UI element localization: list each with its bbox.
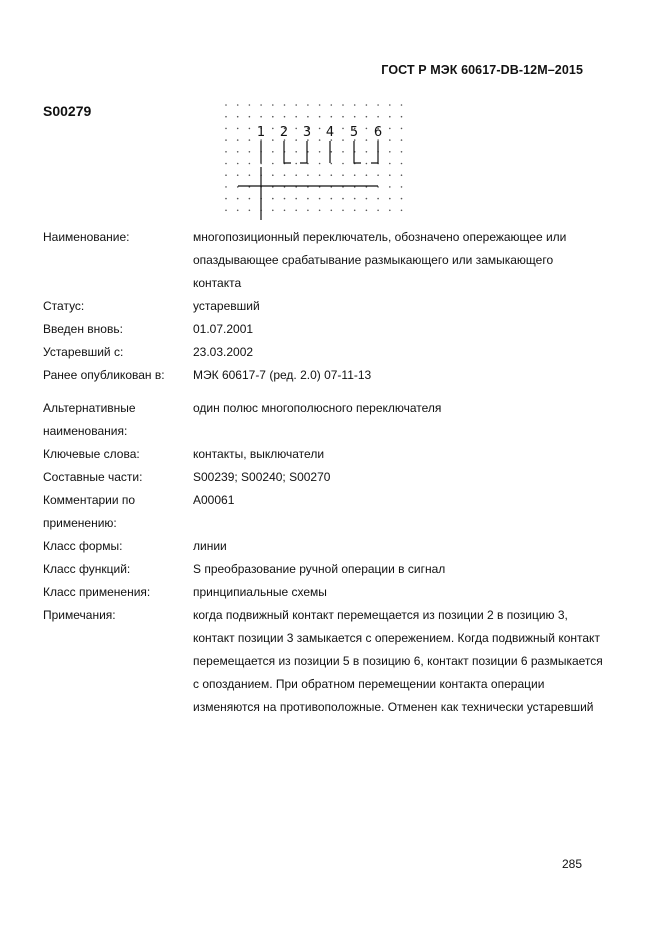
grid-dot: [319, 163, 321, 165]
grid-dot: [237, 128, 239, 130]
grid-dot: [366, 174, 368, 176]
grid-dot: [272, 163, 274, 165]
grid-dot: [342, 128, 344, 130]
field-row-application-class: [43, 581, 603, 604]
switch-symbol-svg: [220, 100, 410, 225]
grid-dot: [389, 139, 391, 141]
contact-6: [371, 141, 378, 163]
grid-dot: [225, 174, 227, 176]
grid-dot: [389, 174, 391, 176]
grid-dot: [366, 104, 368, 106]
grid-dot: [295, 128, 297, 130]
field-label: Устаревший с:: [43, 345, 124, 359]
grid-dot: [401, 151, 403, 153]
field-row-function-class: [43, 558, 603, 581]
grid-dot: [319, 151, 321, 153]
field-label: Составные части:: [43, 470, 143, 484]
contact-lines: [238, 141, 378, 220]
grid-dot: [342, 139, 344, 141]
field-row-obsolete-since: [43, 341, 603, 364]
position-label-4: 4: [325, 125, 335, 140]
grid-dot: [249, 128, 251, 130]
grid-dot: [260, 104, 262, 106]
grid-dot: [237, 151, 239, 153]
grid-dot: [319, 104, 321, 106]
field-label: Комментарии по применению:: [43, 493, 136, 530]
grid-dot: [225, 151, 227, 153]
field-value: когда подвижный контакт перемещается из позиции 2 в позицию 3, контакт позиции 3 замыкается с опережением. Когда подвижный контакт перемещается из позиции 5 в позицию 6, контакт позиции 6 размыкается с опозданием. При обратном перемещении контакта операции изменяются на противоположные. Отменен как технически устаревший: [193, 608, 603, 714]
grid-dot: [307, 210, 309, 212]
field-row-previously-published: [43, 364, 603, 387]
grid-dot: [401, 210, 403, 212]
grid-dot: [354, 210, 356, 212]
grid-dot: [284, 174, 286, 176]
grid-dot: [366, 198, 368, 200]
field-label: Примечания:: [43, 608, 116, 622]
grid-dot: [331, 104, 333, 106]
grid-dot: [272, 198, 274, 200]
field-value: МЭК 60617-7 (ред. 2.0) 07-11-13: [193, 368, 372, 382]
page-number: 285: [562, 857, 583, 871]
field-list: [43, 226, 603, 719]
grid-dot: [342, 104, 344, 106]
field-value: один полюс многополюсного переключателя: [193, 401, 442, 415]
grid-dot: [272, 151, 274, 153]
grid-dot: [237, 163, 239, 165]
grid-dot: [319, 198, 321, 200]
field-row-application-notes: [43, 489, 603, 535]
grid-dot: [249, 163, 251, 165]
grid-dot: [249, 174, 251, 176]
grid-dot: [389, 116, 391, 118]
grid-dot: [249, 104, 251, 106]
field-value: многопозиционный переключатель, обозначено опережающее или опаздывающее срабатывание размыкающего или замыкающего контакта: [193, 230, 567, 290]
field-label: Ключевые слова:: [43, 447, 140, 461]
field-row-notes: [43, 604, 603, 719]
grid-dot: [319, 116, 321, 118]
position-label-3: 3: [302, 125, 312, 140]
grid-dot: [260, 116, 262, 118]
grid-dot: [272, 104, 274, 106]
grid-dot: [237, 139, 239, 141]
grid-dot: [366, 210, 368, 212]
grid-dot: [342, 163, 344, 165]
grid-dot: [331, 116, 333, 118]
field-label: Класс применения:: [43, 585, 151, 599]
grid-dot: [237, 174, 239, 176]
grid-dot: [377, 198, 379, 200]
grid-dot: [389, 198, 391, 200]
grid-dot: [272, 116, 274, 118]
field-row-components: [43, 466, 603, 489]
grid-dot: [401, 104, 403, 106]
grid-dot: [401, 186, 403, 188]
grid-dot: [377, 174, 379, 176]
grid-dot: [401, 139, 403, 141]
grid-dot: [272, 128, 274, 130]
grid-dot: [389, 210, 391, 212]
grid-dot: [272, 210, 274, 212]
grid-dot: [225, 210, 227, 212]
grid-dot: [319, 139, 321, 141]
field-row-keywords: [43, 443, 603, 466]
grid-dot: [284, 116, 286, 118]
field-row-shape-class: [43, 535, 603, 558]
grid-dot: [249, 139, 251, 141]
field-label: Наименование:: [43, 230, 130, 244]
grid-dot: [331, 210, 333, 212]
grid-dot: [284, 210, 286, 212]
field-row-status: [43, 295, 603, 318]
grid-dot: [331, 163, 333, 165]
grid-dot: [295, 174, 297, 176]
grid-dot: [225, 163, 227, 165]
grid-dot: [331, 174, 333, 176]
field-value: контакты, выключатели: [193, 447, 325, 461]
grid-dot: [377, 104, 379, 106]
position-labels: [257, 125, 382, 140]
grid-dot: [237, 210, 239, 212]
grid-dot: [331, 198, 333, 200]
grid-dot: [401, 163, 403, 165]
symbol-diagram: [220, 100, 410, 225]
grid-dot: [295, 163, 297, 165]
grid-dot: [237, 104, 239, 106]
grid-dot: [295, 210, 297, 212]
field-label: Ранее опубликован в:: [43, 368, 165, 382]
grid-dot: [401, 128, 403, 130]
grid-dot: [389, 151, 391, 153]
symbol-code: S00279: [43, 103, 92, 119]
field-value: устаревший: [193, 299, 260, 313]
contact-3: [300, 141, 307, 163]
grid-dot: [249, 198, 251, 200]
grid-dot: [389, 104, 391, 106]
grid-dot: [366, 116, 368, 118]
grid-dot: [307, 104, 309, 106]
grid-dot: [342, 151, 344, 153]
field-label: Класс формы:: [43, 539, 123, 553]
grid-dot: [225, 128, 227, 130]
grid-dot: [225, 186, 227, 188]
grid-dot: [249, 210, 251, 212]
grid-dot: [249, 116, 251, 118]
grid-dot: [319, 174, 321, 176]
grid-dot: [307, 174, 309, 176]
dot-grid: [225, 104, 402, 211]
field-label: Статус:: [43, 299, 85, 313]
field-value: S преобразование ручной операции в сигнал: [193, 562, 446, 576]
grid-dot: [225, 139, 227, 141]
grid-dot: [225, 116, 227, 118]
grid-dot: [249, 151, 251, 153]
grid-dot: [319, 128, 321, 130]
field-label: Введен вновь:: [43, 322, 123, 336]
grid-dot: [354, 116, 356, 118]
grid-dot: [366, 151, 368, 153]
position-label-1: 1: [256, 125, 266, 140]
field-row-alternative-names: [43, 397, 603, 443]
grid-dot: [331, 151, 333, 153]
grid-dot: [377, 116, 379, 118]
field-value: линии: [193, 539, 227, 553]
position-label-2: 2: [279, 125, 289, 140]
grid-dot: [295, 139, 297, 141]
grid-dot: [401, 174, 403, 176]
grid-dot: [354, 198, 356, 200]
field-label: Класс функций:: [43, 562, 131, 576]
field-row-name: [43, 226, 603, 295]
grid-dot: [377, 210, 379, 212]
grid-dot: [225, 198, 227, 200]
field-value: S00239; S00240; S00270: [193, 470, 331, 484]
grid-dot: [342, 174, 344, 176]
grid-dot: [354, 174, 356, 176]
grid-dot: [237, 198, 239, 200]
field-value: 23.03.2002: [193, 345, 254, 359]
document-header: ГОСТ Р МЭК 60617-DB-12M–2015: [381, 63, 583, 77]
grid-dot: [295, 104, 297, 106]
grid-dot: [284, 104, 286, 106]
position-label-5: 5: [349, 125, 359, 140]
grid-dot: [272, 174, 274, 176]
grid-dot: [272, 139, 274, 141]
grid-dot: [295, 116, 297, 118]
grid-dot: [307, 116, 309, 118]
field-value: принципиальные схемы: [193, 585, 327, 599]
position-label-6: 6: [373, 125, 383, 140]
grid-dot: [342, 198, 344, 200]
grid-dot: [319, 210, 321, 212]
grid-dot: [342, 210, 344, 212]
field-row-introduced: [43, 318, 603, 341]
grid-dot: [295, 151, 297, 153]
grid-dot: [366, 163, 368, 165]
field-value: 01.07.2001: [193, 322, 254, 336]
grid-dot: [237, 116, 239, 118]
grid-dot: [366, 139, 368, 141]
grid-dot: [389, 128, 391, 130]
grid-dot: [401, 116, 403, 118]
field-value: A00061: [193, 493, 235, 507]
grid-dot: [389, 163, 391, 165]
grid-dot: [342, 116, 344, 118]
grid-dot: [389, 186, 391, 188]
field-label: Альтернативные наименования:: [43, 401, 136, 438]
grid-dot: [295, 198, 297, 200]
grid-dot: [225, 104, 227, 106]
grid-dot: [354, 104, 356, 106]
grid-dot: [284, 198, 286, 200]
grid-dot: [307, 198, 309, 200]
grid-dot: [366, 128, 368, 130]
grid-dot: [401, 198, 403, 200]
